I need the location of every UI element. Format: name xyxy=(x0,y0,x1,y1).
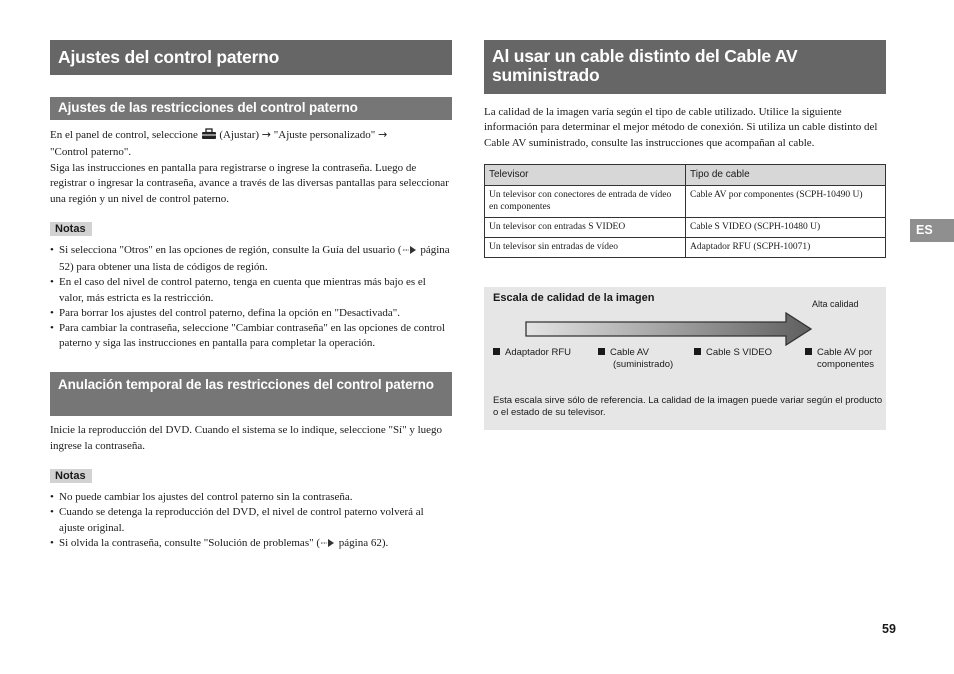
section1-paragraph2: Siga las instrucciones en pantalla para registrarse o ingrese la contraseña. Luego de registrar o ingresar la contraseña, avance a través de las diversas pantallas para seleccionar una región y un nivel de control paterno. xyxy=(50,161,449,205)
arrow-glyph: → xyxy=(378,128,388,141)
table-cell: Adaptador RFU (SCPH-10071) xyxy=(686,238,886,258)
table-cell: Un televisor con entradas S VIDEO xyxy=(485,218,686,238)
language-tab: ES xyxy=(910,219,954,242)
list-item: • Si olvida la contraseña, consulte "Solución de problemas" ( página 62). xyxy=(50,536,452,553)
quality-scale-box xyxy=(484,287,886,430)
table-row xyxy=(485,218,886,238)
table-cell: Un televisor sin entradas de vídeo xyxy=(485,238,686,258)
section1-paragraph1: En el panel de control, seleccione (Ajustar) → "Ajuste personalizado" → "Control paterno". xyxy=(50,128,388,159)
arrow-glyph: → xyxy=(261,128,272,141)
scale-note: Esta escala sirve sólo de referencia. La calidad de la imagen puede variar según el producto o el estado de su televisor. xyxy=(493,395,883,418)
table-row xyxy=(485,238,886,258)
quality-arrow-icon xyxy=(524,312,814,351)
notes-list-1 xyxy=(50,243,452,351)
notes-label: Notas xyxy=(50,222,92,236)
section2-paragraph: Inicie la reproducción del DVD. Cuando el sistema se lo indique, seleccione "Sí" y luego ingrese la contraseña. xyxy=(50,424,443,452)
legend-marker-icon xyxy=(694,348,701,355)
table-cell: Cable AV por componentes (SCPH-10490 U) xyxy=(686,186,886,218)
legend-item-rfu: Adaptador RFU xyxy=(493,347,571,359)
list-item: • Para cambiar la contraseña, seleccione "Cambiar contraseña" en las opciones de control paterno y siga las instrucciones en pantalla para completar la operación. xyxy=(50,321,452,351)
cable-table xyxy=(484,164,886,258)
left-column xyxy=(50,40,452,553)
list-item: • Si selecciona "Otros" en las opciones de región, consulte la Guía del usuario ( página 52) para obtener una lista de códigos de región. xyxy=(50,243,452,275)
section-heading-temporary-override: Anulación temporal de las restricciones del control paterno xyxy=(50,372,452,416)
page-reference-icon xyxy=(320,538,336,553)
list-item: • Para borrar los ajustes del control paterno, defina la opción en "Desactivada". xyxy=(50,306,452,321)
table-header: Tipo de cable xyxy=(686,165,886,186)
legend-item-svideo: Cable S VIDEO xyxy=(694,347,772,359)
list-item: • Cuando se detenga la reproducción del DVD, el nivel de control paterno volverá al ajuste original. xyxy=(50,505,452,535)
notes-list-2 xyxy=(50,490,452,553)
right-column xyxy=(484,40,886,258)
right-page-title: Al usar un cable distinto del Cable AV suministrado xyxy=(484,40,886,94)
list-item: • En el caso del nivel de control paterno, tenga en cuenta que mientras más bajo es el valor, más estricta es la restricción. xyxy=(50,275,452,305)
legend-marker-icon xyxy=(598,348,605,355)
table-header-row xyxy=(485,165,886,186)
list-item: • No puede cambiar los ajustes del control paterno sin la contraseña. xyxy=(50,490,452,505)
notes-block-1 xyxy=(50,219,452,237)
table-header: Televisor xyxy=(485,165,686,186)
legend-item-component: Cable AV por componentes xyxy=(805,347,874,371)
right-paragraph: La calidad de la imagen varía según el tipo de cable utilizado. Utilice la siguiente información para determinar el mejor método de conexión. Si utiliza un cable distinto del Cable AV suministrado, consulte las instrucciones que acompañan al cable. xyxy=(484,106,878,149)
legend-item-av: Cable AV (suministrado) xyxy=(598,347,673,371)
page-reference-icon xyxy=(402,245,418,260)
table-row xyxy=(485,186,886,218)
section-heading-restrictions: Ajustes de las restricciones del control paterno xyxy=(50,97,452,120)
legend-marker-icon xyxy=(493,348,500,355)
scale-high-label: Alta calidad xyxy=(812,299,859,309)
table-cell: Un televisor con conectores de entrada de vídeo en componentes xyxy=(485,186,686,218)
scale-title: Escala de calidad de la imagen xyxy=(493,292,655,304)
left-page-title: Ajustes del control paterno xyxy=(50,40,452,75)
toolbox-icon xyxy=(201,128,217,145)
notes-block-2 xyxy=(50,466,452,484)
legend-marker-icon xyxy=(805,348,812,355)
notes-label: Notas xyxy=(50,469,92,483)
page-number: 59 xyxy=(882,622,896,636)
table-cell: Cable S VIDEO (SCPH-10480 U) xyxy=(686,218,886,238)
